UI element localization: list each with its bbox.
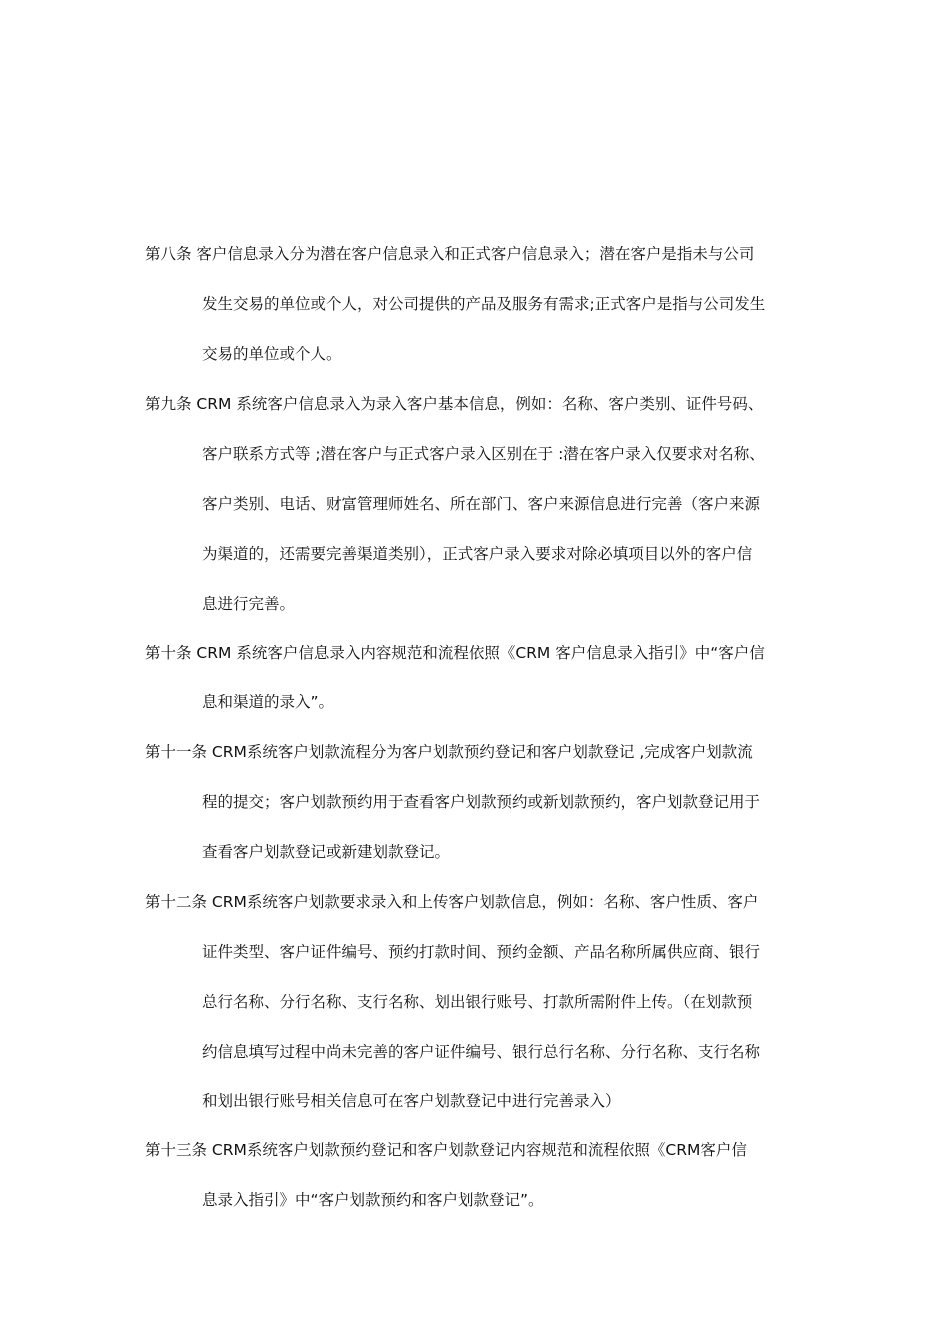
article-9-line-1: 第九条 CRM 系统客户信息录入为录入客户基本信息，例如：名称、客户类别、证件号码、 xyxy=(145,395,764,413)
article-12-line-3: 总行名称、分行名称、支行名称、划出银行账号、打款所需附件上传。（在划款预 xyxy=(202,993,753,1011)
article-8-line-3: 交易的单位或个人。 xyxy=(202,345,342,363)
article-8-line-1: 第八条 客户信息录入分为潜在客户信息录入和正式客户信息录入；潜在客户是指未与公司 xyxy=(145,245,755,263)
article-10-line-2: 息和渠道的录入”。 xyxy=(202,693,335,711)
article-12-line-5: 和划出银行账号相关信息可在客户划款登记中进行完善录入） xyxy=(202,1092,621,1110)
article-9-line-2: 客户联系方式等 ;潜在客户与正式客户录入区别在于 :潜在客户录入仅要求对名称、 xyxy=(202,445,765,463)
article-12-line-4: 约信息填写过程中尚未完善的客户证件编号、银行总行名称、分行名称、支行名称 xyxy=(202,1043,761,1061)
article-12-line-1: 第十二条 CRM系统客户划款要求录入和上传客户划款信息，例如：名称、客户性质、客户 xyxy=(145,893,759,911)
article-11-line-3: 查看客户划款登记或新建划款登记。 xyxy=(202,843,451,861)
article-9-line-5: 息进行完善。 xyxy=(202,595,296,613)
article-13-line-2: 息录入指引》中“客户划款预约和客户划款登记”。 xyxy=(202,1191,544,1209)
article-11-line-2: 程的提交；客户划款预约用于查看客户划款预约或新划款预约，客户划款登记用于 xyxy=(202,793,761,811)
article-10-line-1: 第十条 CRM 系统客户信息录入内容规范和流程依照《CRM 客户信息录入指引》中“客户信 xyxy=(145,644,765,662)
article-9-line-4: 为渠道的，还需要完善渠道类别），正式客户录入要求对除必填项目以外的客户信 xyxy=(202,545,753,563)
article-11-line-1: 第十一条 CRM系统客户划款流程分为客户划款预约登记和客户划款登记 ,完成客户划款流 xyxy=(145,743,753,761)
article-13-line-1: 第十三条 CRM系统客户划款预约登记和客户划款登记内容规范和流程依照《CRM客户信 xyxy=(145,1141,747,1159)
article-8-line-2: 发生交易的单位或个人，对公司提供的产品及服务有需求;正式客户是指与公司发生 xyxy=(202,295,766,313)
article-9-line-3: 客户类别、电话、财富管理师姓名、所在部门、客户来源信息进行完善（客户来源 xyxy=(202,495,761,513)
article-12-line-2: 证件类型、客户证件编号、预约打款时间、预约金额、产品名称所属供应商、银行 xyxy=(202,943,761,961)
